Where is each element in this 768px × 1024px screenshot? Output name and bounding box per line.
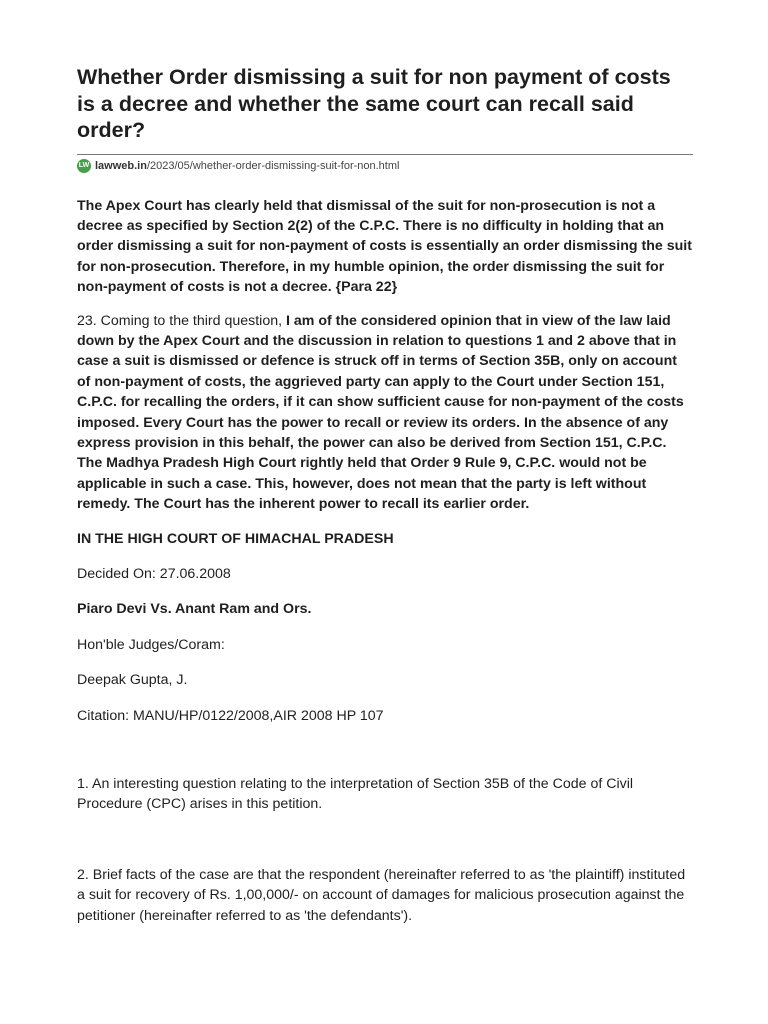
source-link[interactable] bbox=[77, 158, 693, 174]
para-1-quote: The Apex Court has clearly held that dismissal of the suit for non-prosecution is not a decree as specified by Section 2(2) of the C.P.C. There is no difficulty in holding that an order dismissing a suit for non-payment of costs is essentially an order dismissing the suit for non-prosecution. Therefore, in my humble opinion, the order dismissing the suit for non-payment of costs is not a decree. {Para 22} bbox=[77, 197, 692, 296]
para-2-lead: 23. Coming to the third question, bbox=[77, 312, 286, 329]
coram-label: Hon'ble Judges/Coram: bbox=[77, 636, 225, 653]
title-divider bbox=[77, 154, 693, 155]
decided-on: Decided On: 27.06.2008 bbox=[77, 566, 231, 582]
point-2: 2. Brief facts of the case are that the respondent (hereinafter referred to as 'the plaintiff) instituted a suit for recovery of Rs. 1,00,000/- on account of damages for malicious prosecution against the petitioner (hereinafter referred to as 'the defendants'). bbox=[77, 866, 686, 924]
judge-name: Deepak Gupta, J. bbox=[77, 672, 188, 689]
source-path[interactable]: /2023/05/whether-order-dismissing-suit-for-non.html bbox=[146, 159, 400, 172]
source-domain[interactable]: lawweb.in bbox=[95, 159, 147, 172]
citation: Citation: MANU/HP/0122/2008,AIR 2008 HP 107 bbox=[77, 707, 384, 724]
article-page bbox=[77, 64, 693, 926]
case-parties: Piaro Devi Vs. Anant Ram and Ors. bbox=[77, 601, 312, 618]
site-favicon-icon: LW bbox=[77, 159, 91, 173]
para-2 bbox=[77, 311, 693, 515]
para-2-bold: I am of the considered opinion that in view of the law laid down by the Apex Court and the discussion in relation to questions 1 and 2 above that in case a suit is dismissed or defence is struck off in terms of Section 35B, only on account of non-payment of costs, the aggrieved party can apply to the Court under Section 151, C.P.C. for recalling the orders, if it can show sufficient cause for non-payment of the costs imposed. Every Court has the power to recall or review its orders. In the absence of any express provision in this behalf, the power can also be derived from Section 151, C.P.C. The Madhya Pradesh High Court rightly held that Order 9 Rule 9, C.P.C. would not be applicable in such a case. This, however, does not mean that the party is left without remedy. The Court has the inherent power to recall its earlier order. bbox=[77, 312, 684, 513]
article-title: Whether Order dismissing a suit for non payment of costs is a decree and whether the same court can recall said order? bbox=[77, 65, 671, 142]
point-1: 1. An interesting question relating to the interpretation of Section 35B of the Code of Civil Procedure (CPC) arises in this petition. bbox=[77, 776, 634, 813]
court-name: IN THE HIGH COURT OF HIMACHAL PRADESH bbox=[77, 530, 394, 547]
